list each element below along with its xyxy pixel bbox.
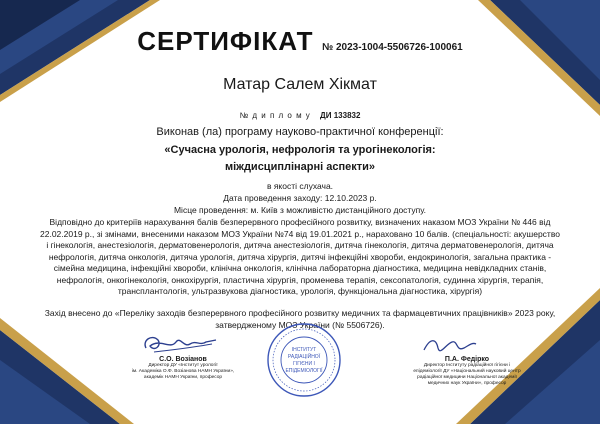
institute-stamp <box>266 322 342 398</box>
paragraph-line: трансплантологія, ультразвукова діагностика, урологія, функціональна діагностика, хірургія) <box>117 286 483 296</box>
conference-title-line-1: «Сучасна урологія, нефрологія та урогінекологія: <box>164 144 436 156</box>
certificate-number: № 2023-1004-5506726-100061 <box>322 42 463 53</box>
paragraph-line: нефрологія, дитяча онкологія, дитяча урологія, дитяча хірургія, дитячі інфекційні хвороби, ендокринологія, загальна практика - <box>48 251 552 262</box>
right-signatory-title-line: радіаційної медицини Національної академії <box>417 375 517 380</box>
left-signatory <box>108 356 258 381</box>
right-signature-scribble <box>420 334 480 358</box>
certificate-title: СЕРТИФІКАТ <box>137 26 314 56</box>
recipient-name: Матар Салем Хікмат <box>223 76 377 93</box>
event-date: Дата проведення заходу: 12.10.2023 р. <box>223 193 377 203</box>
diploma-line <box>0 111 600 120</box>
conference-title-line-2: міждисциплінарні аспекти» <box>224 161 376 173</box>
right-signatory <box>392 356 542 387</box>
stamp-text-line: ГІГІЄНИ І <box>293 361 315 367</box>
left-signatory-name: С.О. Возіанов <box>159 356 207 363</box>
diploma-label: № д и п л о м у <box>239 111 311 120</box>
right-signatory-title-line: Директор Інституту радіаційної гігієни і <box>423 363 511 368</box>
left-signatory-title-line: академік НАМН України, професор <box>143 375 223 380</box>
paragraph-line: сімейна медицина, інфекційні хвороби, клінічна онкологія, клінічна лабораторна діагностика, медицина невідкладних станів, <box>53 263 547 273</box>
right-signatory-title-line: епідеміології ДУ «Національний науковий центр <box>413 369 521 374</box>
paragraph-line: нефрологія, онкогінекологія, онкохірургія, пластична хірургія, променева терапія, сексопатологія, судинна хірургія, терапія, <box>56 274 544 285</box>
paragraph-line: Захід внесено до «Переліку заходів безперервного професійного розвитку медичних та фармацевтичних працівників» 2023 року, <box>44 308 556 318</box>
event-place: Місце проведення: м. Київ з можливістю дистанційного доступу. <box>173 205 427 215</box>
left-signature-scribble <box>140 330 220 358</box>
paragraph-line: 22.02.2019 р., зі змінами, внесеними наказом МОЗ України №74 від 19.01.2021 р., нараховано 10 балів. (спеціальності: акушерство <box>40 228 560 239</box>
right-signatory-title-line: медичних наук України», професор <box>427 381 507 386</box>
diploma-number: ДИ 133832 <box>320 111 361 120</box>
paragraph-line: затвердженому МОЗ України (№ 5506726). <box>215 320 385 330</box>
stamp-text-line: ІНСТИТУТ <box>291 347 317 353</box>
participation-status: в якості слухача. <box>266 181 334 191</box>
completed-text: Виконав (ла) програму науково-практичної конференції: <box>156 126 444 138</box>
paragraph-line: і гінекологія, анестезіологія, дерматовенерологія, дитяча анестезіологія, дитяча гінекологія, дитяча дерматовенерологія, дитяча <box>46 240 554 250</box>
stamp-text-line: ЕПІДЕМІОЛОГІЇ <box>285 368 323 374</box>
left-signatory-title-line: Директор ДУ «Інститут урології <box>148 363 218 368</box>
right-signatory-name: П.А. Федірко <box>444 356 490 363</box>
left-signatory-title-line: ім. Академіка О.Ф. Возіанова НАМН України», <box>131 369 235 374</box>
paragraph-line: Відповідно до критеріїв нарахування балів безперервного професійного розвитку, визначених наказом МОЗ України № 446 від <box>49 217 551 227</box>
credit-points-paragraph <box>12 217 588 298</box>
title-row <box>0 26 600 57</box>
stamp-text-line: РАДІАЦІЙНОЇ <box>287 354 321 360</box>
